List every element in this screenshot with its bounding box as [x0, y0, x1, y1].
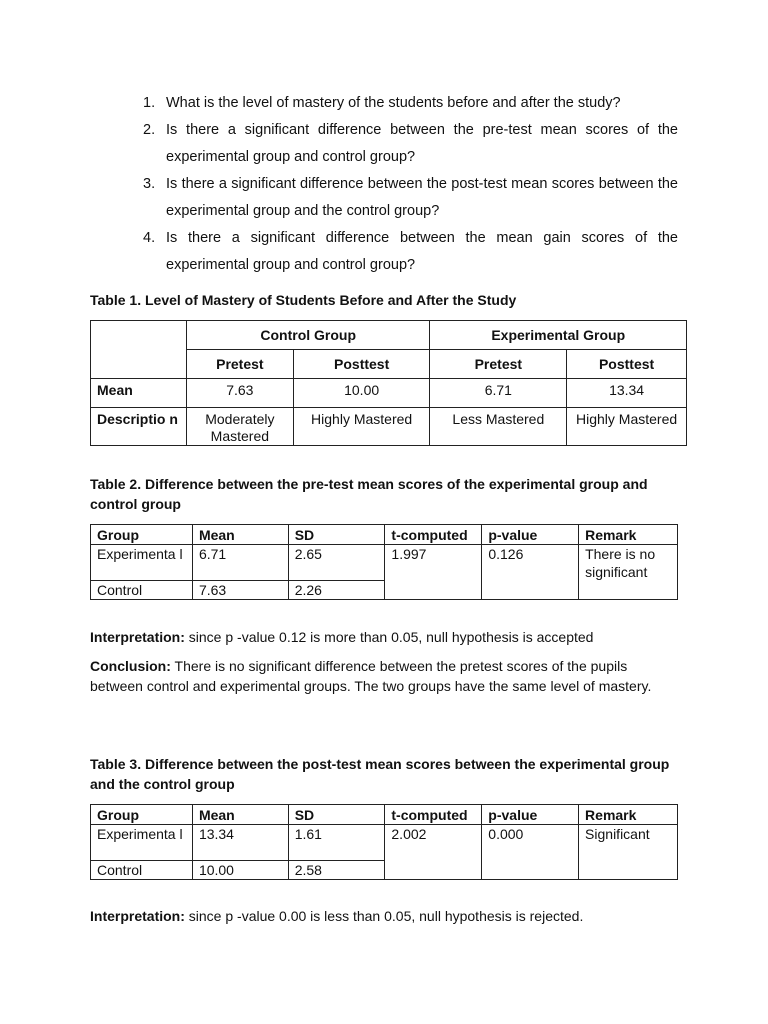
table-cell: Highly Mastered — [293, 408, 430, 446]
table3-caption: Table 3. Difference between the post-test mean scores between the experimental group and the control group — [90, 756, 670, 792]
mean-header: Mean — [192, 805, 288, 825]
question-item — [138, 117, 678, 171]
posttest-difference-table — [90, 804, 678, 880]
sd-cell: 1.61 — [288, 825, 385, 861]
table-cell: Highly Mastered — [567, 408, 687, 446]
mean-cell: 13.34 — [192, 825, 288, 861]
research-questions-list — [138, 90, 678, 279]
interpretation-text: since p -value 0.12 is more than 0.05, null hypothesis is accepted — [184, 629, 594, 645]
table-cell: Less Mastered — [430, 408, 567, 446]
remark-cell: Significant — [579, 825, 678, 880]
group-header: Group — [91, 525, 193, 545]
table-cell: 10.00 — [293, 379, 430, 408]
remark-header: Remark — [579, 805, 678, 825]
table-cell: 13.34 — [567, 379, 687, 408]
conclusion-text: There is no significant difference between the pretest scores of the pupils between control and experimental groups. The two groups have the same level of mastery. — [90, 658, 652, 694]
p-value-cell: 0.000 — [482, 825, 579, 880]
p-value-cell: 0.126 — [482, 545, 579, 600]
description-row-label: Descriptio n — [91, 408, 187, 446]
question-number: 2. — [143, 122, 156, 138]
group-cell: Control — [91, 861, 193, 880]
sd-cell: 2.58 — [288, 861, 385, 880]
mean-cell: 6.71 — [192, 545, 288, 581]
group-cell: Control — [91, 581, 193, 600]
question-text: Is there a significant difference between the pre-test mean scores of the experimental group and control group? — [166, 122, 678, 165]
t-computed-cell: 1.997 — [385, 545, 482, 600]
conclusion-paragraph — [90, 656, 680, 696]
mean-header: Mean — [192, 525, 288, 545]
sd-cell: 2.65 — [288, 545, 385, 581]
experimental-group-header: Experimental Group — [430, 321, 687, 350]
p-value-header: p-value — [482, 525, 579, 545]
control-pretest-header: Pretest — [186, 350, 293, 379]
table-cell: 6.71 — [430, 379, 567, 408]
mean-row-label: Mean — [91, 379, 187, 408]
sd-cell: 2.26 — [288, 581, 385, 600]
question-item — [138, 90, 678, 117]
group-cell: Experimenta l — [91, 825, 193, 861]
question-text: Is there a significant difference between the mean gain scores of the experimental group and control group? — [166, 230, 678, 273]
question-text: What is the level of mastery of the students before and after the study? — [166, 95, 621, 111]
t-computed-header: t-computed — [385, 525, 482, 545]
table2-caption: Table 2. Difference between the pre-test mean scores of the experimental group and control group — [90, 476, 648, 512]
table-cell: Moderately Mastered — [186, 408, 293, 446]
group-header: Group — [91, 805, 193, 825]
remark-cell: There is no significant — [579, 545, 678, 600]
question-item — [138, 171, 678, 225]
interpretation-label: Interpretation: — [90, 908, 185, 924]
conclusion-label: Conclusion: — [90, 658, 171, 674]
mean-cell: 7.63 — [192, 581, 288, 600]
mean-cell: 10.00 — [192, 861, 288, 880]
p-value-header: p-value — [482, 805, 579, 825]
question-item — [138, 225, 678, 279]
interpretation-paragraph — [90, 906, 680, 926]
control-posttest-header: Posttest — [293, 350, 430, 379]
table1-caption: Table 1. Level of Mastery of Students Before and After the Study — [90, 292, 517, 308]
experimental-posttest-header: Posttest — [567, 350, 687, 379]
pretest-difference-table — [90, 524, 678, 600]
remark-header: Remark — [579, 525, 678, 545]
question-number: 1. — [143, 95, 156, 111]
interpretation-text: since p -value 0.00 is less than 0.05, null hypothesis is rejected. — [184, 908, 584, 924]
corner-cell — [91, 321, 187, 379]
t-computed-header: t-computed — [385, 805, 482, 825]
sd-header: SD — [288, 525, 385, 545]
question-text: Is there a significant difference between the post-test mean scores between the experimental group and the control group? — [166, 176, 678, 219]
experimental-pretest-header: Pretest — [430, 350, 567, 379]
mastery-table — [90, 320, 687, 446]
interpretation-paragraph — [90, 627, 680, 647]
control-group-header: Control Group — [186, 321, 430, 350]
table-cell: 7.63 — [186, 379, 293, 408]
question-number: 4. — [143, 230, 156, 246]
sd-header: SD — [288, 805, 385, 825]
t-computed-cell: 2.002 — [385, 825, 482, 880]
interpretation-label: Interpretation: — [90, 629, 185, 645]
question-number: 3. — [143, 176, 156, 192]
group-cell: Experimenta l — [91, 545, 193, 581]
